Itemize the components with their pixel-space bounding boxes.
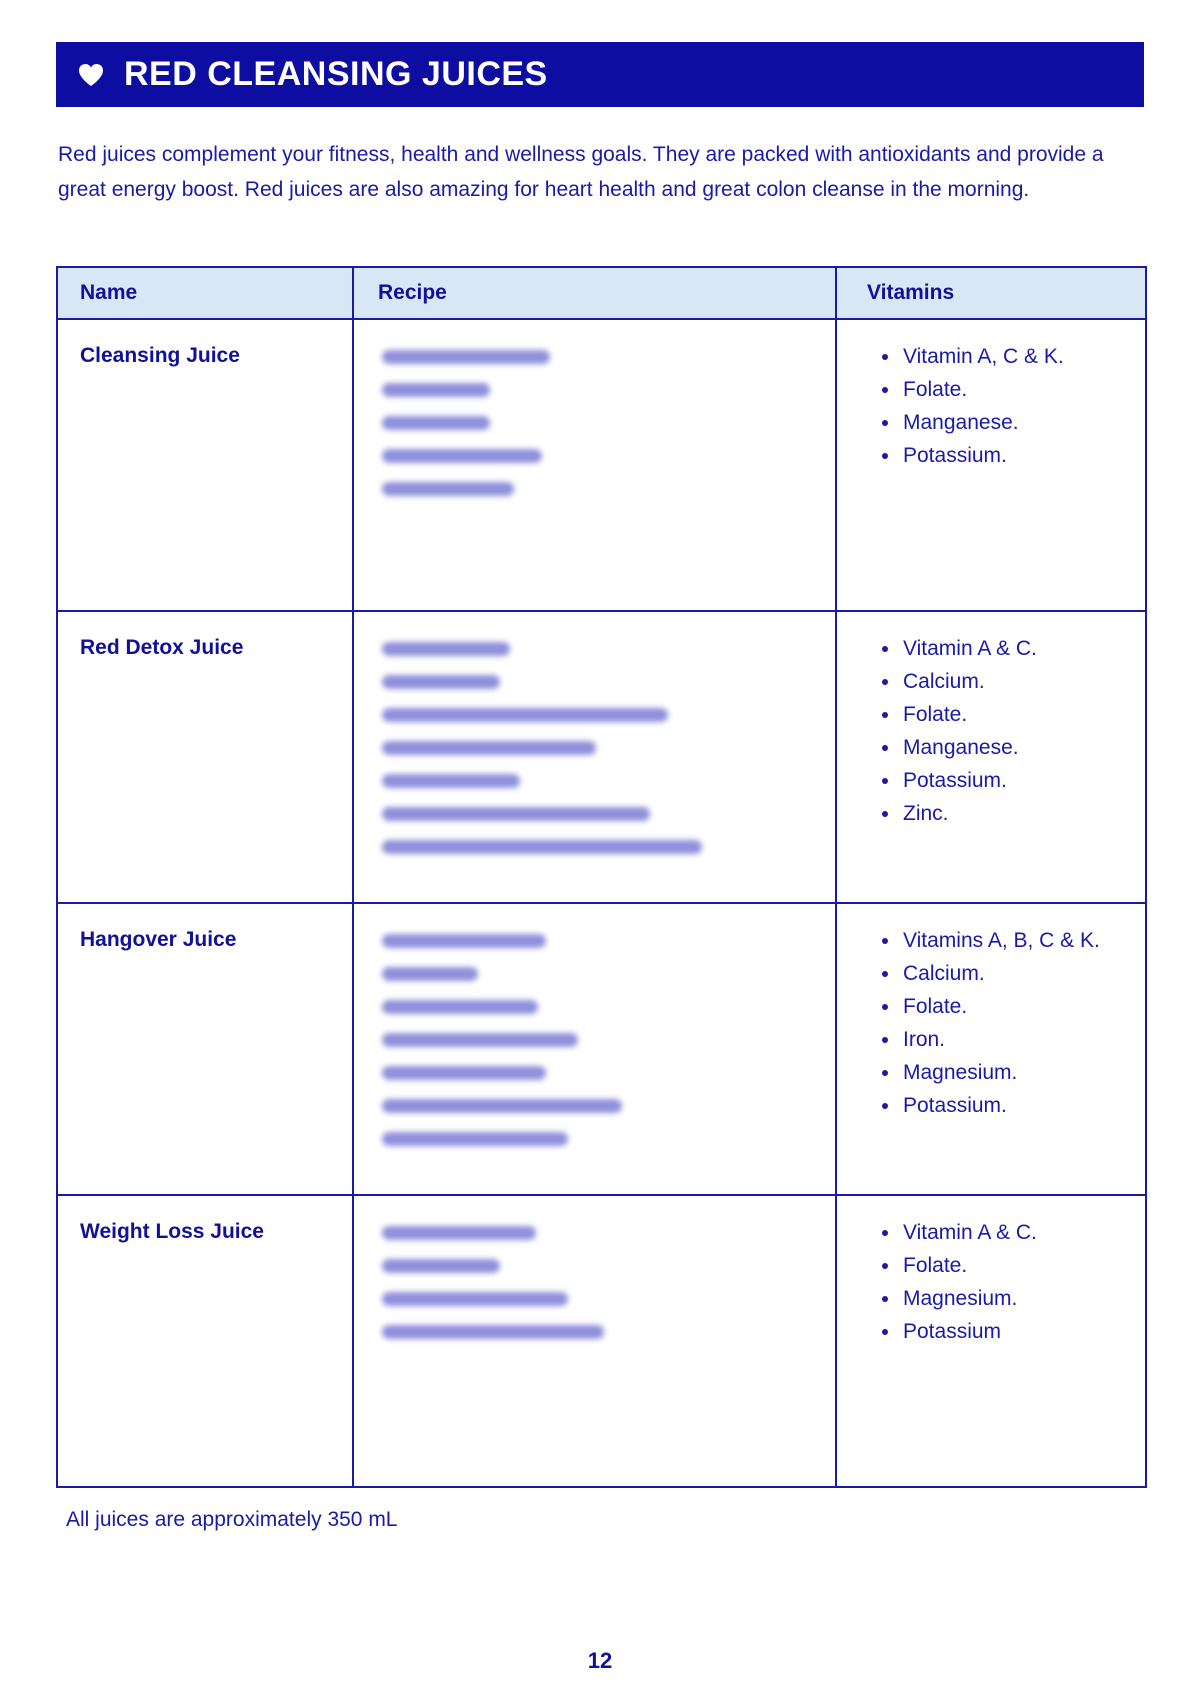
page-number: 12 <box>587 1648 613 1673</box>
vitamin-item: • Folate. <box>901 698 1145 731</box>
vitamin-item: • Iron. <box>901 1023 1145 1056</box>
vitamin-item: • Zinc. <box>901 797 1145 830</box>
vitamin-item: • Potassium. <box>901 1089 1145 1122</box>
vitamin-item: • Manganese. <box>901 406 1145 439</box>
recipe-line-blurred <box>382 632 835 665</box>
recipe-line-blurred <box>382 406 835 439</box>
recipe-line-blurred <box>382 665 835 698</box>
recipe-line-blurred <box>382 731 835 764</box>
heart-icon <box>78 63 104 87</box>
vitamin-item: • Calcium. <box>901 957 1145 990</box>
juice-table <box>56 266 1147 1488</box>
vitamin-list <box>837 924 1145 1122</box>
vitamin-item: • Folate. <box>901 990 1145 1023</box>
recipe-line-blurred <box>382 1089 835 1122</box>
vitamin-item: • Vitamin A & C. <box>901 1216 1145 1249</box>
vitamin-item: • Folate. <box>901 373 1145 406</box>
recipe-cell <box>353 1195 836 1487</box>
recipe-line-blurred <box>382 1056 835 1089</box>
recipe-cell <box>353 611 836 903</box>
vitamin-item: • Magnesium. <box>901 1282 1145 1315</box>
vitamin-item: • Calcium. <box>901 665 1145 698</box>
vitamin-list <box>837 1216 1145 1348</box>
recipe-line-blurred <box>382 698 835 731</box>
table-row <box>57 319 1146 611</box>
intro-paragraph: Red juices complement your fitness, health and wellness goals. They are packed with antioxidants and provide a great energy boost. Red juices are also amazing for heart health and great colon cleanse in the morning. <box>58 143 1104 201</box>
vitamin-item: • Folate. <box>901 1249 1145 1282</box>
juice-name: Red Detox Juice <box>57 611 353 903</box>
recipe-line-blurred <box>382 472 835 505</box>
table-header-row <box>57 267 1146 319</box>
vitamin-item: • Vitamin A & C. <box>901 632 1145 665</box>
recipe-line-blurred <box>382 990 835 1023</box>
vitamins-cell <box>836 319 1146 611</box>
vitamins-cell <box>836 1195 1146 1487</box>
recipe-line-blurred <box>382 830 835 863</box>
recipe-line-blurred <box>382 340 835 373</box>
vitamins-cell <box>836 611 1146 903</box>
column-header-vitamins: Vitamins <box>836 267 1146 319</box>
vitamins-cell <box>836 903 1146 1195</box>
juice-name: Weight Loss Juice <box>57 1195 353 1487</box>
recipe-cell <box>353 903 836 1195</box>
vitamin-item: • Potassium. <box>901 764 1145 797</box>
recipe-line-blurred <box>382 439 835 472</box>
vitamin-item: • Magnesium. <box>901 1056 1145 1089</box>
table-row <box>57 1195 1146 1487</box>
column-header-name: Name <box>57 267 353 319</box>
vitamin-item: • Potassium <box>901 1315 1145 1348</box>
vitamin-list <box>837 632 1145 830</box>
recipe-line-blurred <box>382 797 835 830</box>
page-title: RED CLEANSING JUICES <box>124 55 548 93</box>
recipe-line-blurred <box>382 1216 835 1249</box>
recipe-line-blurred <box>382 1122 835 1155</box>
recipe-line-blurred <box>382 1315 835 1348</box>
recipe-line-blurred <box>382 764 835 797</box>
recipe-line-blurred <box>382 957 835 990</box>
juice-name: Hangover Juice <box>57 903 353 1195</box>
table-row <box>57 611 1146 903</box>
recipe-line-blurred <box>382 1249 835 1282</box>
table-row <box>57 903 1146 1195</box>
vitamin-list <box>837 340 1145 472</box>
column-header-recipe: Recipe <box>353 267 836 319</box>
vitamin-item: • Manganese. <box>901 731 1145 764</box>
section-banner <box>56 42 1144 107</box>
vitamin-item: • Potassium. <box>901 439 1145 472</box>
recipe-line-blurred <box>382 1282 835 1315</box>
recipe-cell <box>353 319 836 611</box>
recipe-line-blurred <box>382 373 835 406</box>
recipe-line-blurred <box>382 1023 835 1056</box>
vitamin-item: • Vitamin A, C & K. <box>901 340 1145 373</box>
footnote: All juices are approximately 350 mL <box>66 1508 398 1531</box>
recipe-line-blurred <box>382 924 835 957</box>
juice-name: Cleansing Juice <box>57 319 353 611</box>
vitamin-item: • Vitamins A, B, C & K. <box>901 924 1145 957</box>
